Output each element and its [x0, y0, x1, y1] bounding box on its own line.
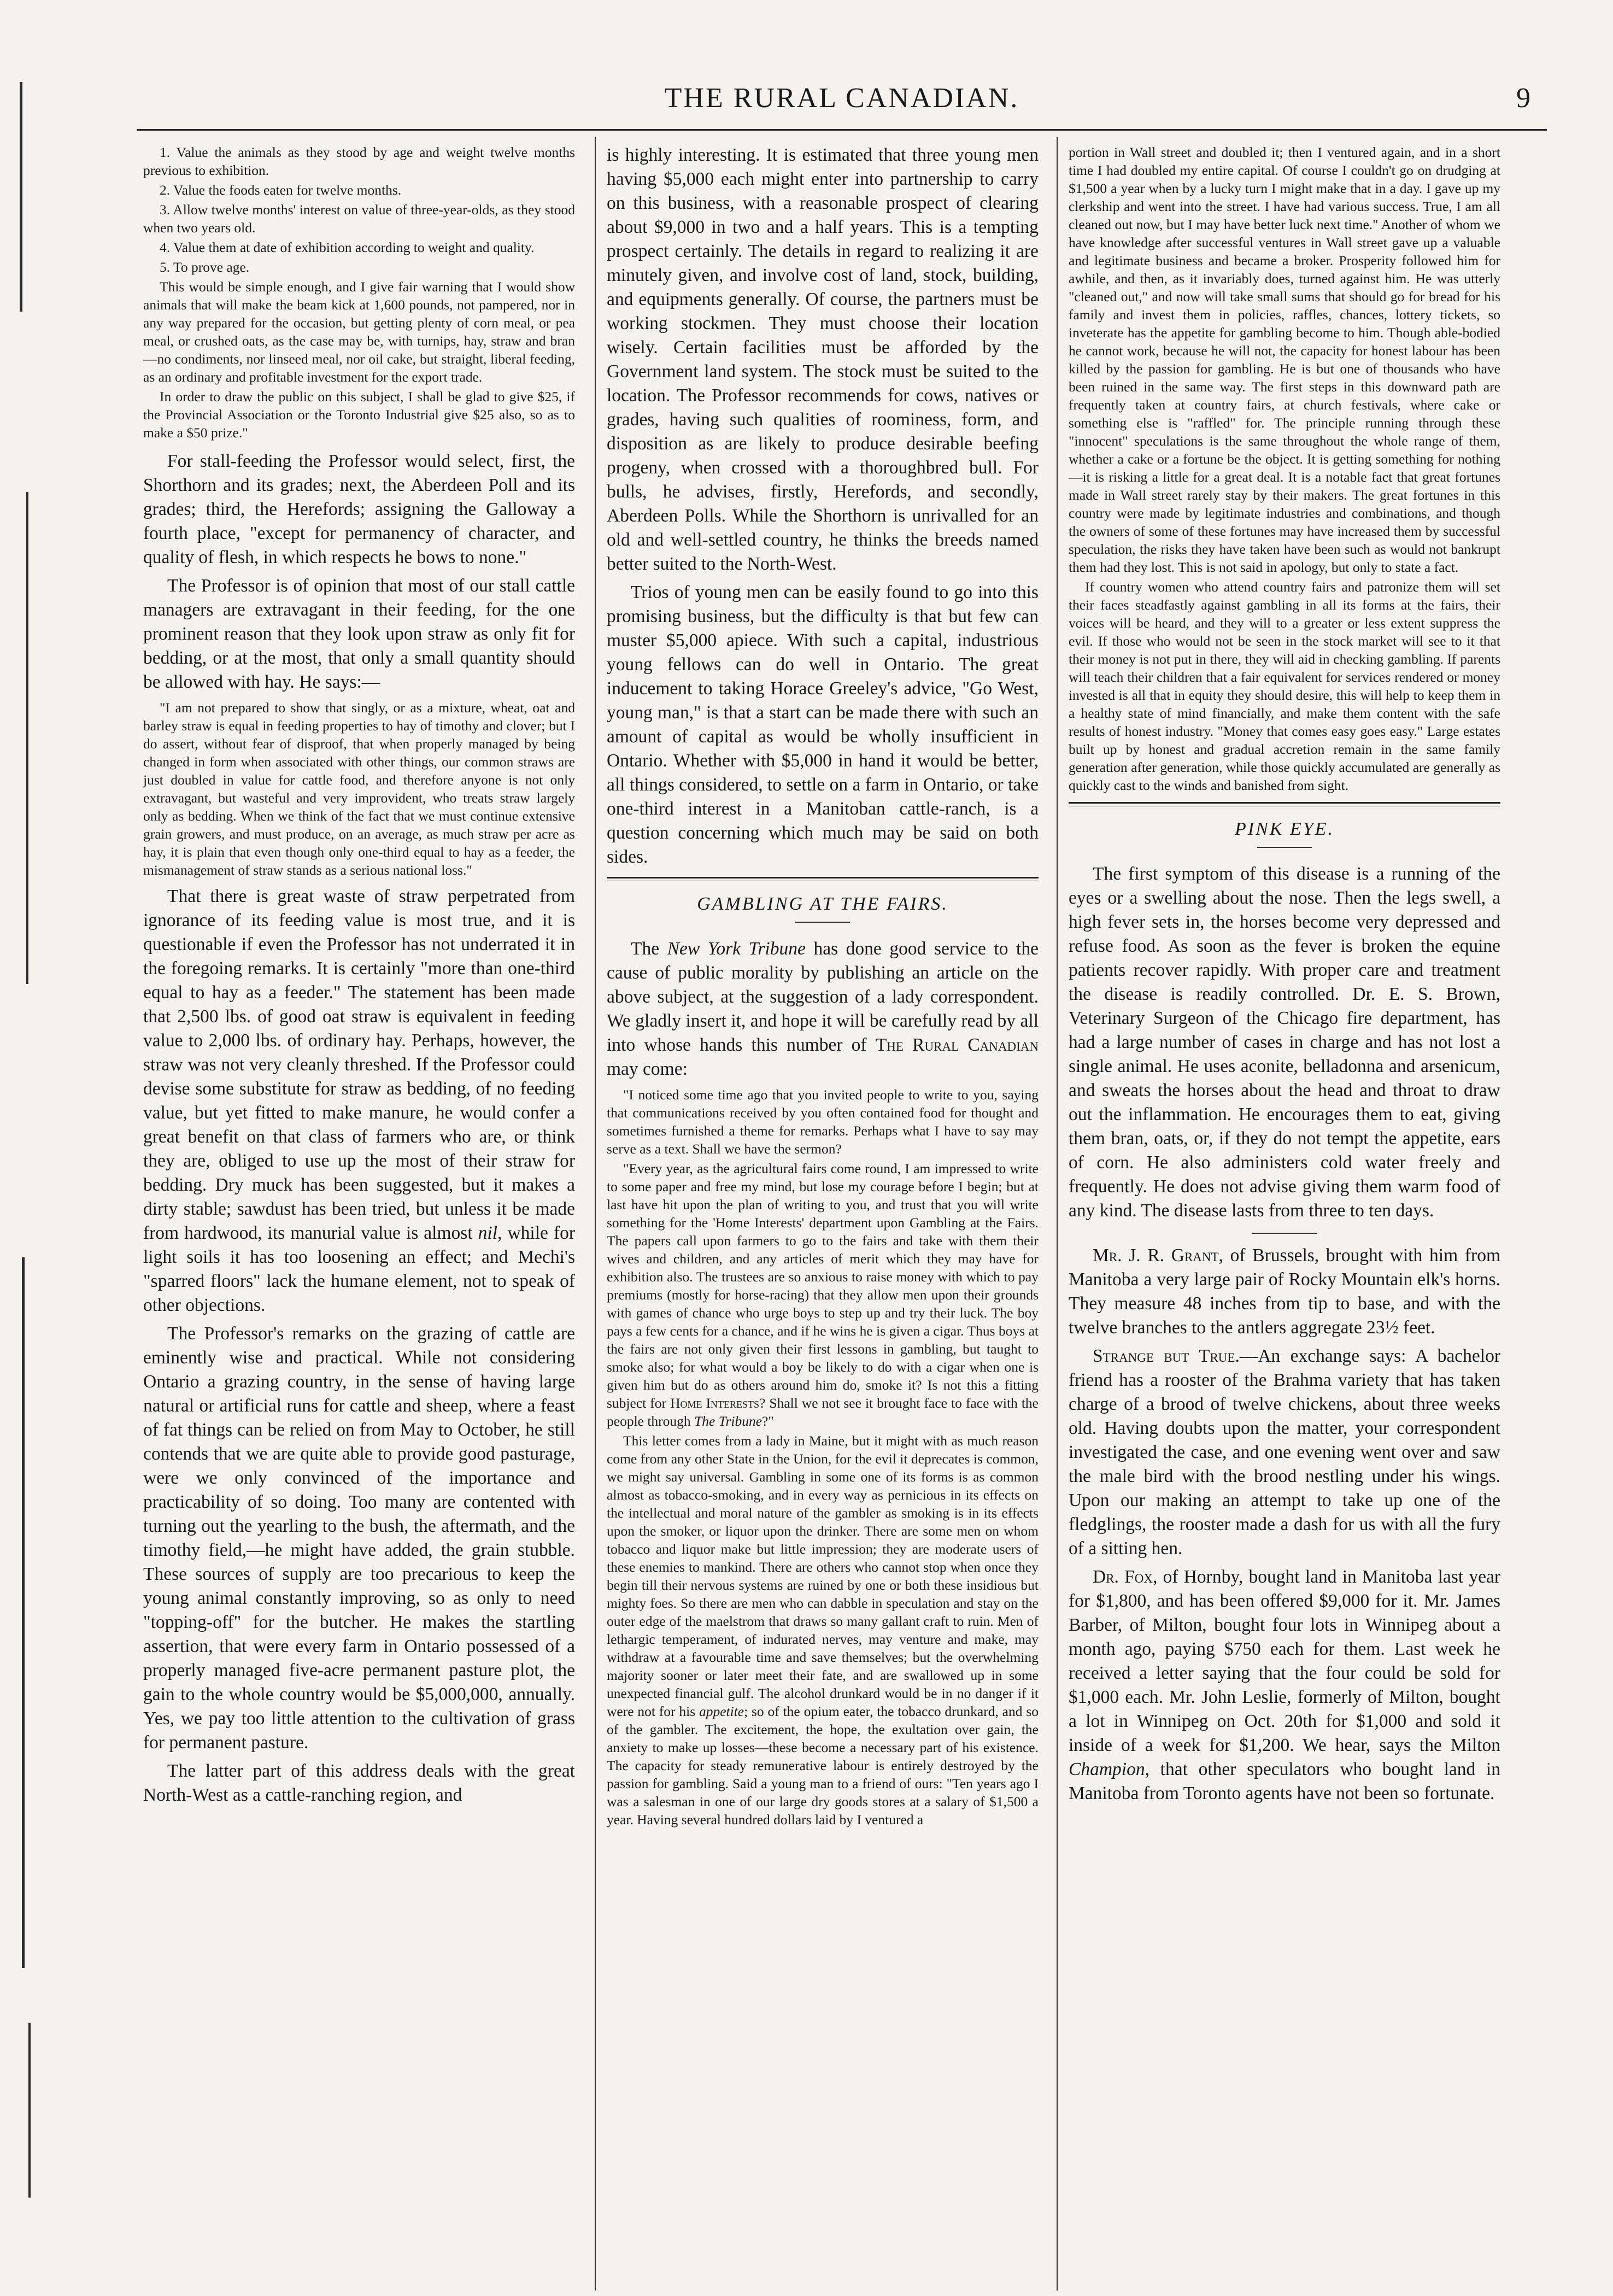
text-run: , of Brussels, brought with him from Manitoba a very large pair of Rocky Mountain elk's horns. They measure 48 inches from tip to base, and with the twelve branches to the antlers aggregate 23½ feet. [1069, 1245, 1500, 1338]
paragraph: is highly interesting. It is estimated that three young men having $5,000 each might enter into partnership to carry on this business, with a reasonable prospect of clearing about $9,000 in two and a half years. This is a tempting prospect certainly. The details in regard to realizing it are minutely given, and involve cost of land, stock, building, and equipments generally. Of course, the partners must be working stockmen. They must choose their location wisely. Certain facilities must be afforded by the Government land system. The stock must be suited to the location. The Professor recommends for cows, natives or grades, having such qualities of roominess, form, and disposition as are likely to produce desirable beefing progeny, when crossed with a thoroughbred bull. For bulls, he advises, firstly, Herefords, and secondly, Aberdeen Polls. While the Shorthorn is unrivalled for an old and well-settled country, he thinks the breeds named better suited to the North-West. [607, 145, 1039, 574]
text-run: "Every year, as the agricultural fairs come round, I am impressed to write to some paper and free my mind, but lose my courage before I begin; but at last have hit upon the plan of writing to you, and trust that you will write something for the 'Home Interests' department upon Gambling at the Fairs. The papers call upon farmers to go to the fairs and take with them their wives and children, and any articles of merit which they may have for exhibition also. The trustees are so anxious to raise money with which to pay premiums (mostly for horse-racing) that they allow men upon their grounds with games of chance who urge boys to step up and try their luck. The boy pays a few cents for a chance, and if he wins he is given a cigar. Thus boys at the fairs are not only given their first lessons in gambling, but taught to smoke also; for what would a boy be likely to do with a cigar when one is given him but do as others around him do, smoke it? Is not this a fitting subject for [607, 1161, 1039, 1411]
italic-title: Champion [1069, 1759, 1145, 1779]
quote-text [607, 1432, 1039, 1829]
masthead: THE RURAL CANADIAN. [664, 83, 1019, 114]
list-item: 1. Value the animals as they stood by age and weight twelve months previous to exhibition. [143, 144, 575, 178]
text-run: This letter comes from a lady in Maine, but it might with as much reason come from any other State in the Union, for the evil it deprecates is common, we might say universal. Gambling in some one of its forms is as common almost as tobacco-smoking, and in every way as pernicious in its effects on the intellectual and moral nature of the gambler as smoking is in its effects upon the smoker, or liquor upon the drinker. There are some men on whom tobacco and liquor make but little impression; they are moderate users of these enemies to mankind. There are others who cannot stop when once they begin till their nervous systems are ruined by one or both these insidious but mighty foes. So there are men who can dabble in speculation and stay on the outer edge of the maelstrom that draws so many gallant craft to ruin. Men of lethargic temperament, of indurated nerves, may venture and make, may withdraw at a favourable time and save themselves; but the overwhelming majority sooner or later meet their fate, and are swallowed up in some unexpected financial gulf. The alcohol drunkard would be in no danger if it were not for his [607, 1433, 1039, 1719]
quote-text: portion in Wall street and doubled it; then I ventured again, and in a short time I had doubled my entire capital. Of course I couldn't go on drudging at $1,500 a year when by a lucky turn I might make that in a day. I gave up my clerkship and went into the street. I have had various success. True, I am all cleaned out now, but I may have better luck next time." Another of whom we have knowledge after successful ventures in Wall street gave up a valuable and legitimate business and became a broker. Prosperity followed him for awhile, and then, as it invariably does, turned against him. He was utterly "cleaned out," and now will take small sums that should go for bread for his family and invest them in policies, raffles, chances, lottery tickets, so inveterate has the appetite for gambling become to him. Though able-bodied he cannot work, because he will not, the capacity for honest labour has been killed by the passion for gambling. He is but one of thousands who have been ruined in the same way. The first steps in this downward path are frequently taken at country fairs, at church festivals, where cake or something else is "raffled" for. The principle running through these "innocent" speculations is the same throughout the whole range of them, whether a cake or a fortune be the object. It is getting something for nothing—it is risking a little for a great deal. It is a notable fact that great fortunes made in Wall street rarely stay by their makers. The great fortunes in this country were made by legitimate industries and combinations, and though the owners of some of these fortunes may have increased them by successful speculation, the risks they have taken have been such as would not bankrupt them had they lost. This is not said in apology, but only to state a fact. [1069, 144, 1500, 575]
quote-text [607, 1159, 1039, 1430]
paragraph: The Professor is of opinion that most of our stall cattle managers are extravagant in their feeding, for the one prominent reason that they look upon straw as only fit for bedding, or at the most, that only a small quantity should be allowed with hay. He says:— [143, 576, 575, 692]
divider [1252, 1233, 1317, 1234]
italic-word: nil [478, 1223, 498, 1243]
page-header [137, 82, 1547, 120]
paragraph: The first symptom of this disease is a running of the eyes or a swelling about the nose. Then the legs swell, a high fever sets in, the horses become very depressed and refuse food. As soon as the fever is broken the equine patients recover rapidly. With proper care and treatment the disease is readily controlled. Dr. E. S. Brown, Veterinary Surgeon of the Chicago fire department, has had a large number of cases in charge and has not lost a single animal. He uses aconite, belladonna and arsenicum, and sweats the horses about the head and throat to draw out the inflammation. He encourages them to eat, giving them bran, oats, or, if they do not tempt the appetite, ears of corn. He also administers cold water freely and frequently. He does not advise giving them warm food of any kind. The disease lasts from three to ten days. [1069, 864, 1500, 1221]
list-item: 5. To prove age. [160, 259, 250, 275]
italic-title: The Tribune [694, 1413, 762, 1429]
paragraph: For stall-feeding the Professor would select, first, the Shorthorn and its grades; next, the Aberdeen Poll and its grades; third, the Herefords; assigning the Galloway a fourth place, "except for permanency of character, and quality of flesh, in which respects he bows to none." [143, 451, 575, 567]
column-3 [1069, 143, 1500, 1810]
page-number: 9 [1516, 83, 1530, 114]
paragraph [1069, 1344, 1500, 1561]
margin-mark [22, 1257, 25, 1968]
block-quote [143, 699, 575, 879]
text-run: ; so of the opium eater, the tobacco drunkard, and so of the gambler. The excitement, the hope, the exultation over gain, the anxiety to make up losses—these become a necessary part of his existence. The capacity for steady remunerative labour is entirely destroyed by the passion for gambling. Said a young man to a friend of ours: "Ten years ago I was a salesman in one of our large dry goods stores at a salary of $1,500 a year. Having several hundred dollars laid by I ventured a [607, 1703, 1039, 1828]
margin-mark [28, 2023, 31, 2198]
list-item: 2. Value the foods eaten for twelve months. [160, 182, 402, 198]
text-run: ?" [762, 1413, 774, 1429]
text-run: , that other speculators who bought land in Manitoba from Toronto agents have not been so fortunate. [1069, 1759, 1500, 1803]
margin-mark [26, 492, 28, 984]
paragraph [607, 937, 1039, 1081]
quote-text: "I noticed some time ago that you invited people to write to you, saying that communications received by you often contained food for thought and sometimes furnished a theme for remarks. Perhaps what I have to say may serve as a text. Shall we have the sermon? [607, 1087, 1039, 1157]
lead-in: Strange but True. [1093, 1346, 1240, 1366]
lead-in: Mr. J. R. Grant [1093, 1245, 1219, 1266]
text-run: may come: [607, 1059, 688, 1079]
text-run: ? Shall we not see it brought face to face with the people through [607, 1395, 1039, 1429]
section-rule [1069, 802, 1500, 806]
paragraph: Trios of young men can be easily found to go into this promising business, but the difficulty is that but few can muster $5,000 apiece. With such a capital, industrious young fellows can do well in Ontario. The great inducement to taking Horace Greeley's advice, "Go West, young man," is that a start can be made there with such an amount of capital as would be wholly insufficient in Ontario. Whether with $5,000 in hand it would be better, all things considered, to settle on a farm in Ontario, or take one-third interest in a Manitoban cattle-ranch, is a question concerning which much may be said on both sides. [607, 582, 1039, 867]
lead-in: Dr. Fox [1093, 1567, 1153, 1587]
text-run: , while for light soils it has too loosening an effect; and Mechi's "sparred floors" lack the humane element, not to speak of other objections. [143, 1223, 575, 1315]
text-run: , of Hornby, bought land in Manitoba last year for $1,800, and has been offered $9,000 for it. Mr. James Barber, of Milton, bought four lots in Winnipeg about a month ago, paying $750 each for them. Last week he received a letter saying that the four could be sold for $1,000 each. Mr. John Leslie, formerly of Milton, bought a lot in Winnipeg on Oct. 20th for $1,000 and sold it inside of a week for $1,200. We hear, says the Milton [1069, 1567, 1500, 1755]
quote-text: If country women who attend country fairs and patronize them will set their faces steadfastly against gambling in all its forms at the fairs, their voices will be heard, and they will to a greater or less extent suppress the evil. If those who would not be seen in the stock market will see to it that their money is not put in there, they will aid in checking gambling. If parents will teach their children that a fair equivalent for services rendered or money invested is all that in equity they should desire, this will help to keep them in a healthy state of mind financially, and make them content with the safe results of honest industry. "Money that comes easy goes easy." Large estates built up by honest and gradual accretion remain in the same family generation after generation, while those quickly accumulated are generally as quickly cast to the winds and banished from sight. [1069, 579, 1500, 793]
article-continuation [1069, 143, 1500, 794]
text-run: —An exchange says: A bachelor friend has a rooster of the Brahma variety that has taken charge of a brood of twelve chickens, about three weeks old. Having doubts upon the matter, your correspondent investigated the case, and one evening went over and saw the male bird with the brood nestling under his wings. Upon our making an attempt to take up one of the fledglings, the rooster made a dash for us with all the fury of a sitting hen. [1069, 1346, 1500, 1559]
small-caps-title: Home Interests [670, 1395, 760, 1411]
text-run: The [631, 939, 667, 959]
paragraph: The Professor's remarks on the grazing of cattle are eminently wise and practical. While not considering Ontario a grazing country, in the sense of having large natural or artificial runs for cattle and sheep, where a feast of fat things can be relied on from May to October, he still contends that we are quite able to provide good pasturage, were we only convinced of the importance and practicability of so doing. Too many are contented with turning out the yearling to the bush, the aftermath, and the timothy field,—he might have added, the grain stubble. These sources of supply are too precarious to keep the young animal constantly improving, so as only to need "topping-off" for the butcher. He makes the startling assertion, that were every farm in Ontario possessed of a properly managed five-acre permanent pasture plot, the gain to the whole country would be $5,000,000, annually. Yes, we pay too little attention to the cultivation of grass for permanent pasture. [143, 1323, 575, 1753]
italic-title: New York Tribune [667, 939, 806, 959]
column-1 [143, 143, 575, 1812]
section-heading: GAMBLING AT THE FAIRS. [607, 892, 1039, 923]
margin-mark [20, 82, 22, 312]
text-run: That there is great waste of straw perpetrated from ignorance of its feeding value is most true, and it is questionable if even the Professor has not underrated it in the foregoing remarks. It is certainly "more than one-third equal to hay as a feeder." The statement has been made that 2,500 lbs. of good oat straw is equivalent in feeding value to 2,000 lbs. of ordinary hay. Perhaps, however, the straw was not very cleanly threshed. If the Professor could devise some substitute for straw as bedding, of no feeding value, but yet fitted to make manure, he would confer a great benefit on that class of farmers who are, or think they are, obliged to use up the most of their straw for bedding. Dry muck has been suggested, but it makes a dirty stable; sawdust has been tried, but unless it be made from hardwood, its manurial value is almost [143, 886, 575, 1243]
list-item: 4. Value them at date of exhibition according to weight and quality. [160, 239, 535, 255]
section-rule [607, 877, 1039, 881]
list-item: 3. Allow twelve months' interest on value of three-year-olds, as they stood when two years old. [143, 202, 575, 236]
section-heading: PINK EYE. [1069, 817, 1500, 848]
paragraph [1069, 1244, 1500, 1340]
valuation-list [143, 143, 575, 442]
header-rule [137, 129, 1547, 131]
italic-word: appetite [699, 1703, 744, 1719]
small-caps-title: The Rural Canadian [875, 1035, 1039, 1055]
text-run: has done good service to the cause of public morality by publishing an article on the above subject, at the suggestion of a lady correspondent. We gladly insert it, and hope it will be carefully read by all into whose hands this number of [607, 939, 1039, 1055]
quote-text: "I am not prepared to show that singly, or as a mixture, wheat, oat and barley straw is equal in feeding properties to hay of timothy and clover; but I do assert, without fear of disproof, that when properly managed by being changed in form when associated with other things, our common straws are just doubled in value for cattle food, and therefore anyone is not only extravagant, but wasteful and very improvident, who treats straw largely only as bedding. When we think of the fact that we must continue extensive grain growers, and must produce, on an average, as much straw per acre as hay, it is plain that even though only one-third equal to hay as a feeder, the mismanagement of straw stands as a serious national loss." [143, 700, 575, 878]
paragraph: In order to draw the public on this subject, I shall be glad to give $25, if the Provincial Association or the Toronto Industrial give $25 also, so as to make a $50 prize." [143, 389, 575, 441]
column-2 [607, 143, 1039, 1834]
paragraph: The latter part of this address deals with the great North-West as a cattle-ranching region, and [143, 1761, 575, 1805]
letter-quote [607, 1086, 1039, 1829]
column-rule [595, 137, 596, 2291]
column-rule [1057, 137, 1058, 2291]
paragraph [1069, 1565, 1500, 1806]
paragraph [143, 885, 575, 1317]
paragraph: This would be simple enough, and I give fair warning that I would show animals that will make the beam kick at 1,600 pounds, not pampered, nor in any way prepared for the occasion, but getting plenty of corn meal, or pea meal, or crushed oats, as the case may be, with turnips, hay, straw and bran—no condiments, nor linseed meal, nor oil cake, but straight, liberal feeding, as an ordinary and profitable investment for the export trade. [143, 279, 575, 385]
